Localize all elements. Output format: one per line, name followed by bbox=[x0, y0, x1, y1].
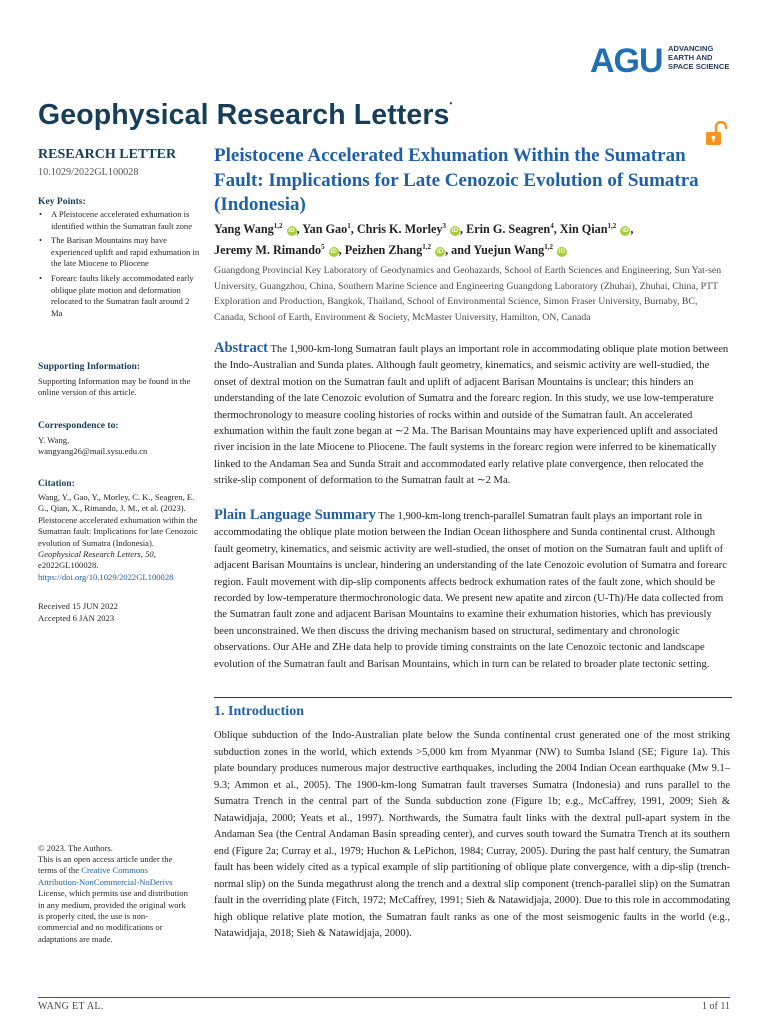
author-list bbox=[214, 218, 734, 259]
page-number: 1 of 11 bbox=[702, 1001, 730, 1012]
journal-title: Geophysical Research Letters• bbox=[38, 98, 453, 131]
author: Xin Qian$^{1,2}$ iD , bbox=[559, 222, 634, 237]
author: Peizhen Zhang$^{1,2}$ iD , and bbox=[344, 242, 471, 257]
key-points-heading: Key Points: bbox=[38, 196, 86, 207]
key-points-list bbox=[38, 209, 200, 322]
author: Yang Wang$^{1,2}$ iD , bbox=[214, 222, 300, 237]
accepted-date: Accepted 6 JAN 2023 bbox=[38, 613, 115, 623]
copyright-notice: © 2023. The Authors. bbox=[38, 843, 113, 853]
received-date: Received 15 JUN 2022 bbox=[38, 601, 118, 611]
citation-heading: Citation: bbox=[38, 478, 75, 489]
orcid-icon[interactable]: iD bbox=[558, 247, 566, 255]
orcid-icon[interactable]: iD bbox=[622, 227, 629, 235]
author: Jeremy M. Rimando$^5$ iD , bbox=[214, 242, 342, 257]
introduction-text: Oblique subduction of the Indo-Australian plate below the Sunda continental crust generated one of the most striking subduction zones in the world, which extends >5,000 km from Myanmar (NW) to Sumba Island (SE; Figure 1a). This plate boundary produces numerous major destructive earthquakes, including the 2004 Indian Ocean earthquake (Mw 9.1–9.3; Ammon et al., 2005). The 1900-km-long Sumatran fault traverses Sumatra (Indonesia) and runs parallel to the Sumatra Trench in the central part of the Sunda subduction zone (Figure 1b; e.g., McCaffrey, 1991, 2009; Sieh & Natawidjaja, 2000; Yeats et al., 1997). Northwards, the Sumatra fault links with the dextral pull-apart system in the Andaman Sea (the Central Andaman Basin spreading center), and curves south toward the Sumatra Trench at its southern end (Figure 2a; Curray et al., 1979; Huchon & LePichon, 1984; Curray, 2005). During the past half century, the Sumatran fault has been widely cited as a typical example of slip partitioning of oblique plate convergence, with a dip-slip (trench-normal slip) on the Sunda megathrust along the trench and a dextral slip component (trench-parallel slip) on the Sumatran fault in the overriding plate (Fitch, 1972; McCaffrey, 1991; Sieh & Natawidjaja, 2000). Due to this role in accommodating high oblique relative plate motion, the Sumatran fault ranks as one of the most seismogenic faults in the world (e.g., Natawidjaja, 2018; Sieh & Natawidjaja, 2000). bbox=[214, 730, 730, 939]
orcid-icon[interactable]: iD bbox=[451, 227, 459, 235]
correspondence-name: Y. Wang, bbox=[38, 435, 70, 445]
introduction-heading: 1. Introduction bbox=[214, 704, 304, 719]
author: Erin G. Seagren$^4$, bbox=[466, 222, 557, 237]
plain-language-summary bbox=[214, 507, 730, 673]
agu-logo bbox=[590, 42, 740, 82]
author: Yuejun Wang$^{1,2}$ iD bbox=[473, 242, 566, 257]
key-point: • A Pleistocene accelerated exhumation is identified within the Sumatran fault zone bbox=[38, 209, 200, 232]
footer-rule bbox=[38, 997, 730, 998]
abstract bbox=[214, 340, 730, 490]
abstract-heading: Abstract bbox=[214, 340, 268, 356]
license-text: This is an open access article under the terms of the Creative Commons Attribution-NonCommercial-NoDerivs License, which permits use and distribution in any medium, provided the original work is properly cited, the use is non-commercial and no modifications or adaptations are made. bbox=[38, 854, 188, 944]
correspondence-email-link[interactable]: wangyang26@mail.sysu.edu.cn bbox=[38, 446, 148, 456]
article-doi: 10.1029/2022GL100028 bbox=[38, 167, 139, 178]
plain-summary-heading: Plain Language Summary bbox=[214, 507, 376, 523]
author: Yan Gao$^1$, bbox=[302, 222, 354, 237]
key-point: • Forearc faults likely accommodated early oblique plate motion and deformation relocated to the Sumatran fault around 2 Ma bbox=[38, 273, 200, 319]
section-divider bbox=[214, 697, 732, 698]
author: Chris K. Morley$^3$ iD , bbox=[356, 222, 464, 237]
footer-authors: WANG ET AL. bbox=[38, 1001, 104, 1012]
article-title: Pleistocene Accelerated Exhumation Within the Sumatran Fault: Implications for Late Cenozoic Evolution of Sumatra (Indonesia) bbox=[214, 145, 699, 215]
plain-summary-text: The 1,900-km-long trench-parallel Sumatran fault plays an important role in accommodating the oblique plate motion between the Indian Ocean lithosphere and Sunda continental crust. Although fault geometry, kinematics, and seismic activity are well-studied, the onset of motion on the Sumatran fault and uplift of adjacent Barisan Mountains is unclear, hindering an understanding of the late Cenozoic evolution of Sumatra and forearc region. Fault movement with dip-slip components affects bedrock exhumation rates of the fault zone, which should be recorded by low-temperature thermochronologic data. We present new apatite and zircon (U-Th)/He data collected from the Sumatran fault zone and adjacent Barisan Mountains to examine their exhumation histories, which has previously been unconstrained. We then discuss the driving mechanism based on structural, sedimentary and chronologic observations. Our AHe and ZHe data help to provide timing constraints on the late Cenozoic tectonic and landscape evolution of the Sumatran fault and Barisan Mountains, which in turn can be related to broader plate tectonic setting. bbox=[214, 511, 727, 670]
agu-tagline: ADVANCING EARTH AND SPACE SCIENCE bbox=[668, 44, 730, 71]
affiliations: Guangdong Provincial Key Laboratory of Geodynamics and Geohazards, School of Earth Sciences and Engineering, Sun Yat-sen University, Guangzhou, China, Southern Marine Science and Engineering Guangdong Laboratory (Zhuhai), Zhuhai, China, PTT Exploration and Production, Bangkok, Thailand, School of Environmental Science, Simon Fraser University, Burnaby, BC, Canada, School of Earth, Environment & Society, McMaster University, Hamilton, ON, Canada bbox=[214, 265, 722, 323]
supporting-info-heading: Supporting Information: bbox=[38, 361, 141, 372]
correspondence-heading: Correspondence to: bbox=[38, 420, 119, 431]
abstract-text: The 1,900-km-long Sumatran fault plays an important role in accommodating oblique plate motion between the Indo-Australian and Sunda plates. Although fault geometry, kinematics, and seismic activity are well-studied, the onset of dextral motion on the Sumatran fault and uplift of adjacent Barisan Mountains is unclear; this hinders an understanding of the late Cenozoic evolution of Sumatra and the forearc region. In this study, we use low-temperature thermochronology to measure cooling histories of rocks within and outside of the Sumatran fault. An accelerated exhumation within the fault zone began at ∼2 Ma. The Barisan Mountains may have experienced uplift and associated river incision in the late Miocene to Pliocene. The fault systems in the forearc region were inferred to be kinematically linked to the Andaman Sea and Sunda Strait and accommodated early relative plate convergence, then relocated the strike-slip component of deformation to the Sumatran fault at ∼2 Ma. bbox=[214, 344, 729, 487]
license-link[interactable]: Creative Commons Attribution-NonCommercial-NoDerivs bbox=[38, 865, 173, 887]
orcid-icon[interactable]: iD bbox=[330, 247, 337, 255]
supporting-info-text: Supporting Information may be found in the online version of this article. bbox=[38, 376, 191, 398]
citation-text: Wang, Y., Gao, Y., Morley, C. K., Seagren, E. G., Qian, X., Rimando, J. M., et al. (2023). Pleistocene accelerated exhumation within the Sumatran fault: Implications for late Cenozoic evolution of Sumatra (Indonesia). Geophysical Research Letters, 50, e2022GL100028. https://doi.org/10.1029/2022GL100028 bbox=[38, 492, 198, 582]
citation-doi-link[interactable]: https://doi.org/10.1029/2022GL100028 bbox=[38, 571, 174, 582]
orcid-icon[interactable]: iD bbox=[288, 227, 295, 235]
key-point: • The Barisan Mountains may have experienced uplift and rapid exhumation in the late Miocene to Pliocene bbox=[38, 235, 200, 270]
orcid-icon[interactable]: iD bbox=[436, 247, 444, 255]
agu-logo-mark: AGU bbox=[590, 42, 663, 80]
article-type: RESEARCH LETTER bbox=[38, 147, 177, 162]
